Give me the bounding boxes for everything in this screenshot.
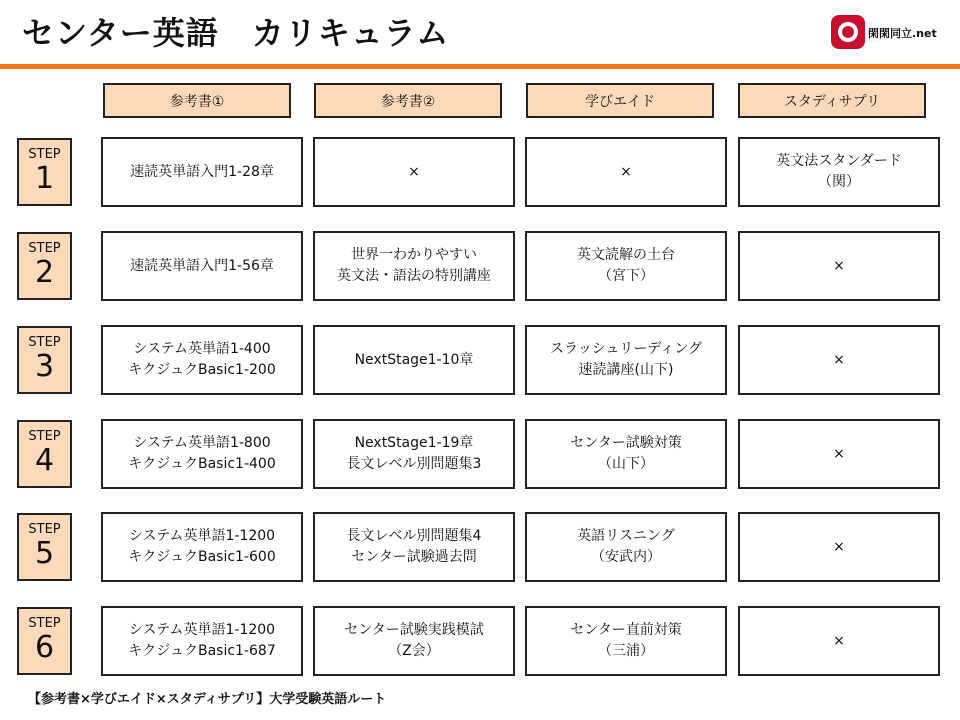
cell-step4-manabi-aid: センター試験対策 （山下） [525,419,727,489]
step-number: 3 [34,349,55,384]
cell-step6-manabi-aid: センター直前対策 （三浦） [525,606,727,676]
cell-step1-study-sapuri: 英文法スタンダード （関） [738,137,940,207]
step-number: 6 [34,630,55,665]
cell-step4-sankosho-1: システム英単語1-800 キクジュクBasic1-400 [101,419,303,489]
step-label: STEP [28,522,61,537]
cell-step1-sankosho-1: 速読英単語入門1-28章 [101,137,303,207]
step-badge-6 [17,607,72,675]
cell-step4-sankosho-2: NextStage1-19章 長文レベル別問題集3 [313,419,515,489]
cell-step6-sankosho-1: システム英単語1-1200 キクジュクBasic1-687 [101,606,303,676]
cell-step2-manabi-aid: 英文読解の土台 （宮下） [525,231,727,301]
step-label: STEP [28,147,61,162]
cell-step2-study-sapuri: × [738,231,940,301]
header-manabi-aid: 学びエイド [526,83,714,118]
cell-step1-manabi-aid: × [525,137,727,207]
step-badge-4 [17,420,72,488]
site-logo [830,14,950,50]
cell-step3-manabi-aid: スラッシュリーディング 速読講座(山下) [525,325,727,395]
header-sankosho-2: 参考書② [314,83,502,118]
step-badge-5 [17,513,72,581]
step-badge-1 [17,138,72,206]
step-label: STEP [28,335,61,350]
cell-step5-study-sapuri: × [738,512,940,582]
cell-step3-sankosho-1: システム英単語1-400 キクジュクBasic1-200 [101,325,303,395]
footer-caption: 【参考書×学びエイド×スタディサプリ】大学受験英語ルート [28,692,387,707]
step-number: 4 [34,443,55,478]
step-badge-3 [17,326,72,394]
cell-step2-sankosho-2: 世界一わかりやすい 英文法・語法の特別講座 [313,231,515,301]
step-label: STEP [28,429,61,444]
step-number: 5 [34,536,55,571]
cell-step6-sankosho-2: センター試験実践模試 （Z会） [313,606,515,676]
title-divider [0,64,960,69]
cell-step3-study-sapuri: × [738,325,940,395]
cell-step5-sankosho-1: システム英単語1-1200 キクジュクBasic1-600 [101,512,303,582]
step-number: 1 [34,161,55,196]
logo-text: 閑閑同立.net [868,27,937,40]
page-title: センター英語 カリキュラム [22,14,450,52]
cell-step5-sankosho-2: 長文レベル別問題集4 センター試験過去問 [313,512,515,582]
cell-step1-sankosho-2: × [313,137,515,207]
cell-step4-study-sapuri: × [738,419,940,489]
cell-step2-sankosho-1: 速読英単語入門1-56章 [101,231,303,301]
header-study-sapuri: スタディサプリ [738,83,926,118]
cell-step5-manabi-aid: 英語リスニング （安武内） [525,512,727,582]
step-label: STEP [28,241,61,256]
cell-step3-sankosho-2: NextStage1-10章 [313,325,515,395]
header-sankosho-1: 参考書① [103,83,291,118]
cell-step6-study-sapuri: × [738,606,940,676]
step-label: STEP [28,616,61,631]
logo-icon [830,14,866,50]
step-number: 2 [34,255,55,290]
step-badge-2 [17,232,72,300]
